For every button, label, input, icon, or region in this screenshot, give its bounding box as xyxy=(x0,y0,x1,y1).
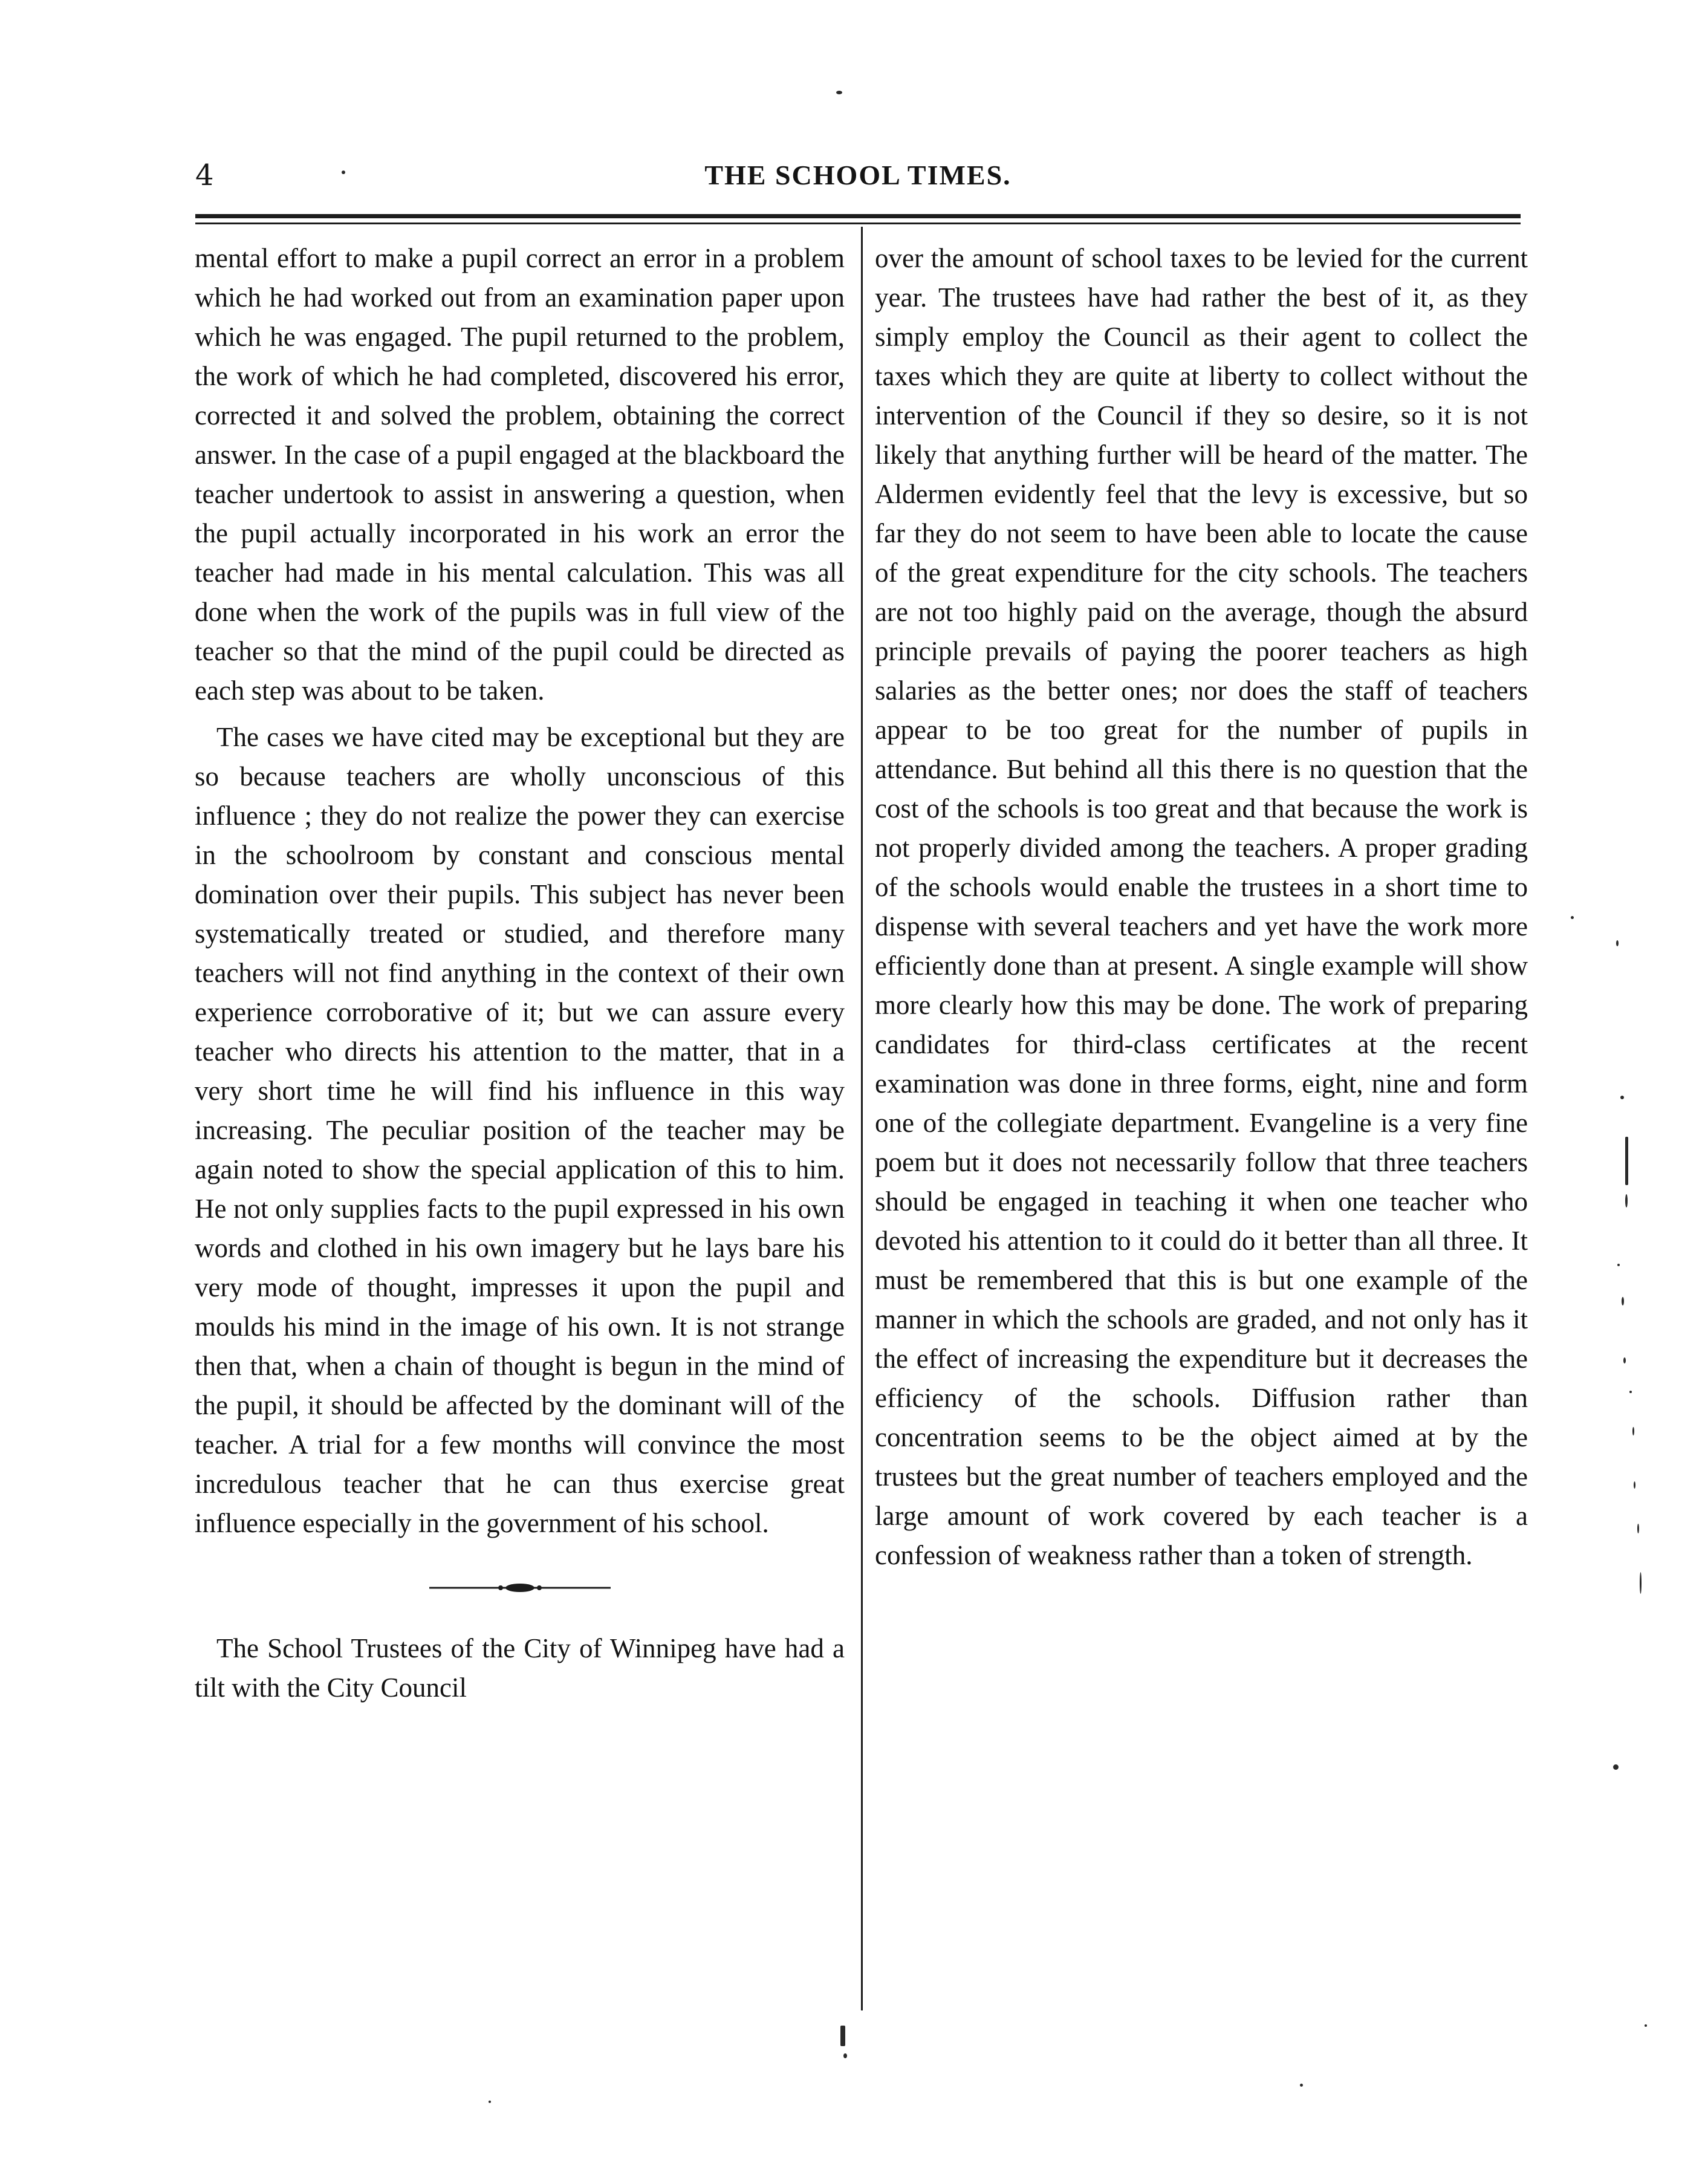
page-number: 4 xyxy=(195,158,215,192)
ornamental-rule-icon xyxy=(195,1558,845,1618)
column-divider xyxy=(861,227,863,2010)
header-rule-thick xyxy=(195,214,1521,218)
header-rule-thin xyxy=(195,223,1521,224)
article-paragraph: The cases we have cited may be exceptional but they are so because teachers are wholly unconscious of this influence ; they do not realize the power they can exercise in the schoolroom by constant and conscious mental domination over their pupils. This subject has never been systematically treated or studied, and therefore many teachers will not find anything in the context of their own experience corroborative of it; but we can assure every teacher who directs his attention to the matter, that in a very short time he will find his influence in this way increasing. The peculiar position of the teacher may be again noted to show the special application of this to him. He not only supplies facts to the pupil expressed in his own words and clothed in his own imagery but he lays bare his very mode of thought, impresses it upon the pupil and moulds his mind in the image of his own. It is not strange then that, when a chain of thought is begun in the mind of the pupil, it should be affected by the dominant will of the teacher. A trial for a few months will convince the most incredulous teacher that he can thus exercise great influence especially in the government of his school. xyxy=(195,722,845,1538)
page-header xyxy=(195,148,1521,203)
left-column xyxy=(195,239,845,1708)
masthead-title: THE SCHOOL TIMES. xyxy=(704,160,1012,190)
article-paragraph: mental effort to make a pupil correct an error in a problem which he had worked out from an examination paper upon which he was engaged. The pupil returned to the problem, the work of which he had completed, discovered his error, corrected it and solved the problem, obtaining the correct answer. In the case of a pupil engaged at the blackboard the teacher undertook to assist in answering a question, when the pupil actually incorporated in his work an error the teacher had made in his mental calculation. This was all done when the work of the pupils was in full view of the teacher so that the mind of the pupil could be directed as each step was about to be taken. xyxy=(195,243,845,706)
article-paragraph: The School Trustees of the City of Winnipeg have had a tilt with the City Council xyxy=(195,1633,845,1703)
right-column xyxy=(875,239,1528,1575)
article-paragraph: over the amount of school taxes to be levied for the current year. The trustees have had rather the best of it, as they simply employ the Council as their agent to collect the taxes which they are quite at liberty to collect without the intervention of the Council if they so desire, so it is not likely that anything further will be heard of the matter. The Aldermen evidently feel that the levy is excessive, but so far they do not seem to have been able to locate the cause of the great expenditure for the city schools. The teachers are not too highly paid on the average, though the absurd principle prevails of paying the poorer teachers as high salaries as the better ones; nor does the staff of teachers appear to be too great for the number of pupils in attendance. But behind all this there is no question that the cost of the schools is too great and that because the work is not properly divided among the teachers. A proper grading of the schools would enable the trustees in a short time to dispense with several teachers and yet have the work more efficiently done than at present. A single example will show more clearly how this may be done. The work of preparing candidates for third-class certificates at the recent examination was done in three forms, eight, nine and form one of the collegiate department. Evangeline is a very fine poem but it does not necessarily follow that three teachers should be engaged in teaching it when one teacher who devoted his attention to it could do it better than all three. It must be remembered that this is but one example of the manner in which the schools are graded, and not only has it the effect of increasing the expenditure but it decreases the efficiency of the schools. Diffusion rather than concentration seems to be the object aimed at by the trustees but the great number of teachers employed and the large amount of work covered by each teacher is a confession of weakness rather than a token of strength. xyxy=(875,243,1528,1570)
